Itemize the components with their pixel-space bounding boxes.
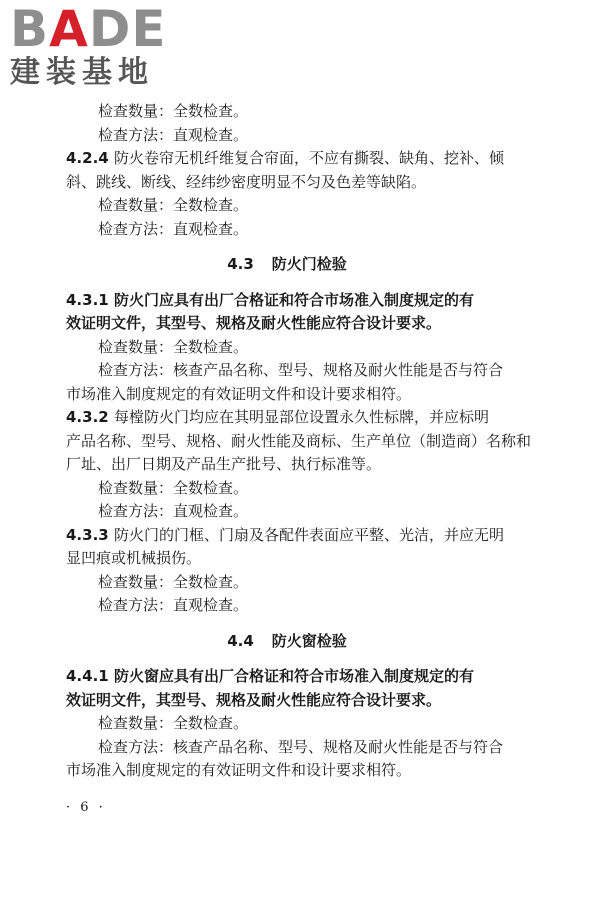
- check-method: 检查方法：直观检查。: [98, 219, 249, 238]
- clause-number: 4.4.1: [66, 667, 109, 685]
- section-heading-4-4: 4.4 防火窗检验: [227, 631, 347, 650]
- clause-number: 4.2.4: [66, 149, 109, 167]
- page-number: · 6 ·: [66, 800, 106, 815]
- check-quantity: 检查数量：全数检查。: [98, 102, 249, 120]
- logo-wordmark: BADE: [10, 0, 167, 58]
- clause-text: 显凹痕或机械损伤。: [66, 549, 202, 567]
- check-method: 检查方法：直观检查。: [98, 596, 249, 614]
- document-body: [66, 100, 532, 783]
- clause-text: 斜、跳线、断线、经纬纱密度明显不匀及色差等缺陷。: [66, 172, 427, 191]
- logo-subtitle: 建装基地: [10, 55, 154, 90]
- check-quantity: 检查数量：全数检查。: [98, 572, 249, 591]
- clause-number: 4.3.3: [66, 525, 109, 544]
- check-method: 检查方法：直观检查。: [98, 125, 249, 144]
- clause-4-4-1: 4.4.1 防火窗应具有出厂合格证和符合市场准入制度规定的有: [66, 665, 508, 689]
- check-quantity: 检查数量：全数检查。: [98, 478, 249, 497]
- check-quantity: 检查数量：全数检查。: [98, 337, 249, 356]
- clause-number: 4.3.2: [66, 408, 109, 426]
- check-quantity: 检查数量：全数检查。: [98, 196, 249, 214]
- bade-logo: [10, 0, 210, 90]
- check-method: 检查方法：核查产品名称、型号、规格及耐火性能是否与符合: [98, 737, 504, 756]
- check-method: 检查方法：直观检查。: [98, 502, 249, 520]
- clause-4-3-1: 4.3.1 防火门应具有出厂合格证和符合市场准入制度规定的有: [66, 289, 508, 313]
- clause-text: 市场准入制度规定的有效证明文件和设计要求相符。: [66, 384, 412, 403]
- clause-4-2-4: 4.2.4 防火卷帘无机纤维复合帘面，不应有撕裂、缺角、挖补、倾: [66, 147, 508, 171]
- clause-text: 厂址、出厂日期及产品生产批号、执行标准等。: [66, 455, 382, 473]
- clause-text: 效证明文件，其型号、规格及耐火性能应符合设计要求。: [66, 690, 442, 709]
- clause-number: 4.3.1: [66, 290, 109, 309]
- clause-4-3-3: 4.3.3 防火门的门框、门扇及各配件表面应平整、光洁，并应无明: [66, 524, 508, 548]
- section-heading-4-3: 4.3 防火门检验: [227, 255, 347, 273]
- clause-text: 市场准入制度规定的有效证明文件和设计要求相符。: [66, 761, 412, 779]
- clause-text: 效证明文件，其型号、规格及耐火性能应符合设计要求。: [66, 314, 442, 332]
- clause-text: 产品名称、型号、规格、耐火性能及商标、生产单位（制造商）名称和: [66, 431, 532, 450]
- check-quantity: 检查数量：全数检查。: [98, 714, 249, 732]
- check-method: 检查方法：核查产品名称、型号、规格及耐火性能是否与符合: [98, 361, 504, 379]
- clause-4-3-2: 4.3.2 每樘防火门均应在其明显部位设置永久性标牌，并应标明: [66, 406, 508, 430]
